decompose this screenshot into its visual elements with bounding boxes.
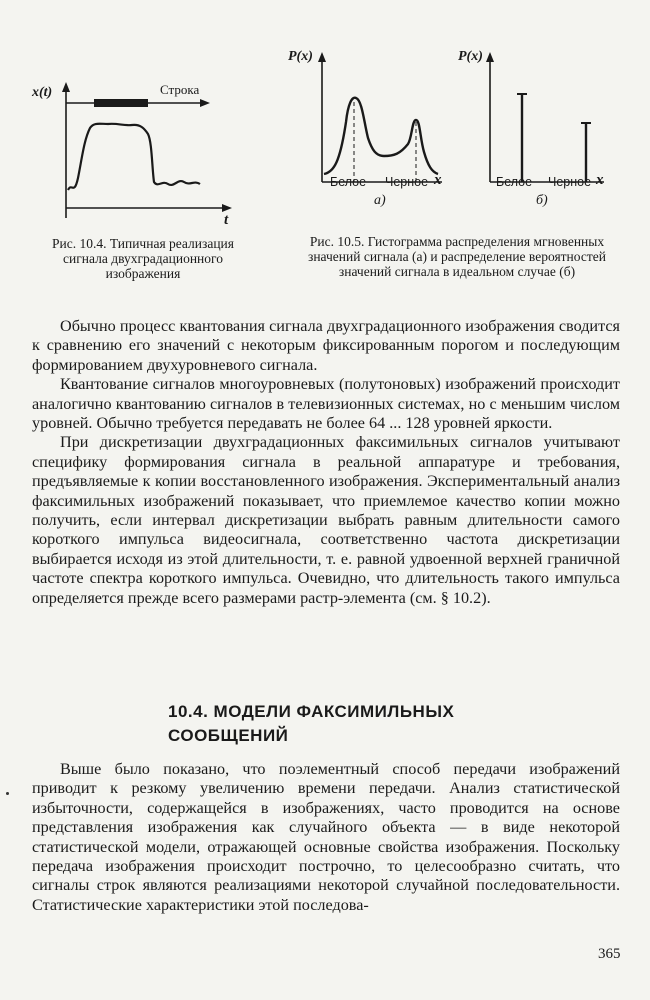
figure-10-4-plot [28,78,258,228]
paragraph: Обычно процесс квантования сигнала двухградационного изображения сводится к сравнению его значений с некоторым фиксированным порогом и последующим формированием двухуровневого сигнала. [32,317,620,374]
body-text-top [32,317,620,608]
line-segment-bar [94,99,148,107]
y-axis-label: x(t) [32,85,53,100]
y-axis-arrow [62,82,70,92]
section-heading: 10.4. МОДЕЛИ ФАКСИМИЛЬНЫХ СООБЩЕНИЙ [168,702,455,745]
y-axis-label: P(x) [458,49,483,64]
figure-10-5a [284,42,454,212]
figure-10-5a-plot [284,42,454,212]
paragraph: При дискретизации двухградационных факсимильных сигналов учитывают специфику формирования сигнала в реальной аппаратуре и требования, предъявляемые к копии восстановленного изображения. Экспериментальный анализ факсимильных изображений показывает, что приемлемое качество копии можно получить, если интервал дискретизации выбрать равным длительности самого короткого импульса видеосигнала, соответственно частота дискретизации выбирается исходя из этой длительности, т. е. равной удвоенной верхней граничной частоте спектра короткого импульса. Очевидно, что длительность такого импульса определяется прежде всего размерами растр-элемента (см. § 10.2). [32,433,620,607]
figure-10-4-caption: Рис. 10.4. Типичная реализация сигнала двухградационного изображения [52,236,234,281]
page-number: 365 [598,946,621,962]
x-axis-label: t [224,212,229,228]
fig-10-5a-black-label: Черное [385,175,429,189]
body-text-bottom [32,760,620,915]
fig-10-5b-white-label: Белое [496,175,533,189]
signal-curve [68,124,200,190]
paragraph: Квантование сигналов многоуровневых (полутоновых) изображений происходит аналогично квантованию сигналов в телевизионных системах, но с меньшим числом уровней. Обычно требуется передавать не более 64 ... 128 уровней яркости. [32,375,620,433]
paragraph: Выше было показано, что поэлементный способ передачи изображений приводит к резкому увеличению времени передачи. Анализ статистической избыточности, содержащейся в изображениях, часто проводится на основе представления изображения как случайного объекта — в виде некоторой статистической модели, отражающей основные свойства изображения. Поскольку передача изображения происходит построчно, то целесообразно считать, что сигналы строк являются реализациями некоторой случайной последовательности. Статистические характеристики этой последова- [32,760,620,914]
fig-10-5a-panel-label: а) [374,193,386,208]
fig-10-5b-panel-label: б) [536,193,548,208]
margin-dot [6,792,9,795]
x-axis-arrow [222,204,232,212]
figure-10-4 [28,78,258,228]
y-axis-label: P(x) [288,49,313,64]
line-arrow-head [200,99,210,107]
line-label: Строка [160,82,200,97]
y-axis-arrow [318,52,326,62]
fig-10-5a-x-label: x [434,172,442,188]
fig-10-5a-white-label: Белое [330,175,367,189]
histogram-curve [324,98,438,174]
fig-10-5b-x-label: x [596,172,604,188]
figure-10-5-caption: Рис. 10.5. Гистограмма распределения мгновенных значений сигнала (а) и распределение вероятностей значений сигнала в идеальном случае (б) [308,234,606,279]
fig-10-5b-black-label: Черное [548,175,592,189]
y-axis-arrow [486,52,494,62]
